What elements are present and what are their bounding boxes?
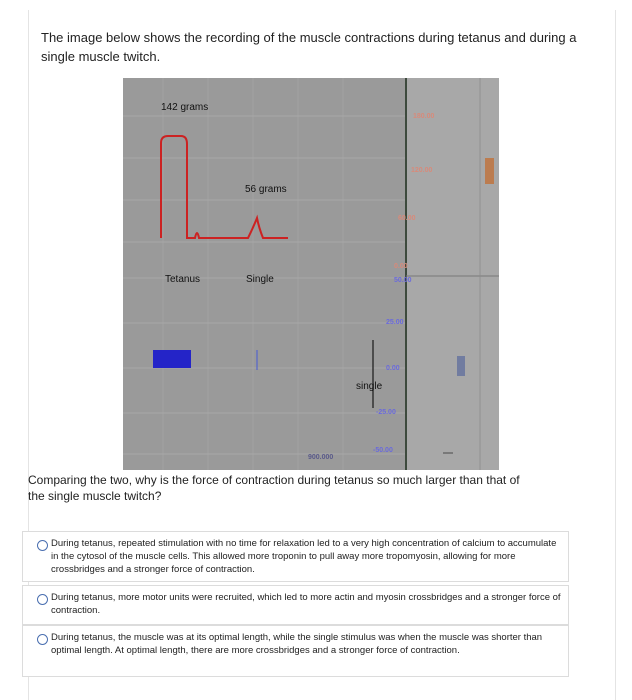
label-142-grams: 142 grams — [161, 102, 209, 113]
tick-bottom-0: 50.00 — [394, 277, 412, 284]
tick-bottom-2: 0.00 — [386, 365, 400, 372]
stimulus-bar — [153, 350, 191, 368]
muscle-recording-figure — [123, 78, 499, 470]
tick-top-3: 0.00 — [394, 263, 408, 270]
radio-option-1[interactable] — [37, 540, 48, 551]
label-56-grams: 56 grams — [245, 184, 287, 195]
option-3-text: During tetanus, the muscle was at its optimal length, while the single stimulus was when the muscle was shorter than optimal length. At optimal length, there are more crossbridges and a stronger force of contraction. — [51, 632, 543, 656]
time-label: 900.000 — [308, 454, 334, 461]
radio-option-2[interactable] — [37, 594, 48, 605]
tick-top-2: 60.00 — [398, 215, 416, 222]
intro-text: The image below shows the recording of the muscle contractions during tetanus and during a single muscle twitch. — [41, 30, 577, 64]
option-2-text: During tetanus, more motor units were recruited, which led to more actin and myosin crossbridges and a stronger force of contraction. — [51, 592, 561, 616]
tick-bottom-4: -50.00 — [373, 447, 393, 454]
tick-bottom-1: 25.00 — [386, 319, 404, 326]
tick-top-0: 180.00 — [413, 113, 435, 120]
tick-bottom-3: -25.00 — [376, 409, 396, 416]
option-1-text: During tetanus, repeated stimulation with no time for relaxation led to a very high concentration of calcium to accumulate in the cytosol of the muscle cells. This allowed more troponin to pull away more tropomyosin, allowing for more crossbridges and a stronger force of contraction. — [51, 538, 557, 575]
radio-option-3[interactable] — [37, 634, 48, 645]
tick-top-1: 120.00 — [411, 167, 433, 174]
answer-option-1[interactable] — [22, 531, 569, 582]
question-text: Comparing the two, why is the force of contraction during tetanus so much larger than that of the single muscle twitch? — [28, 473, 520, 503]
label-single-lower: single — [356, 381, 383, 392]
label-tetanus: Tetanus — [165, 274, 201, 285]
label-single: Single — [246, 274, 274, 285]
answer-option-2[interactable] — [22, 585, 569, 625]
answer-option-3[interactable] — [22, 625, 569, 677]
